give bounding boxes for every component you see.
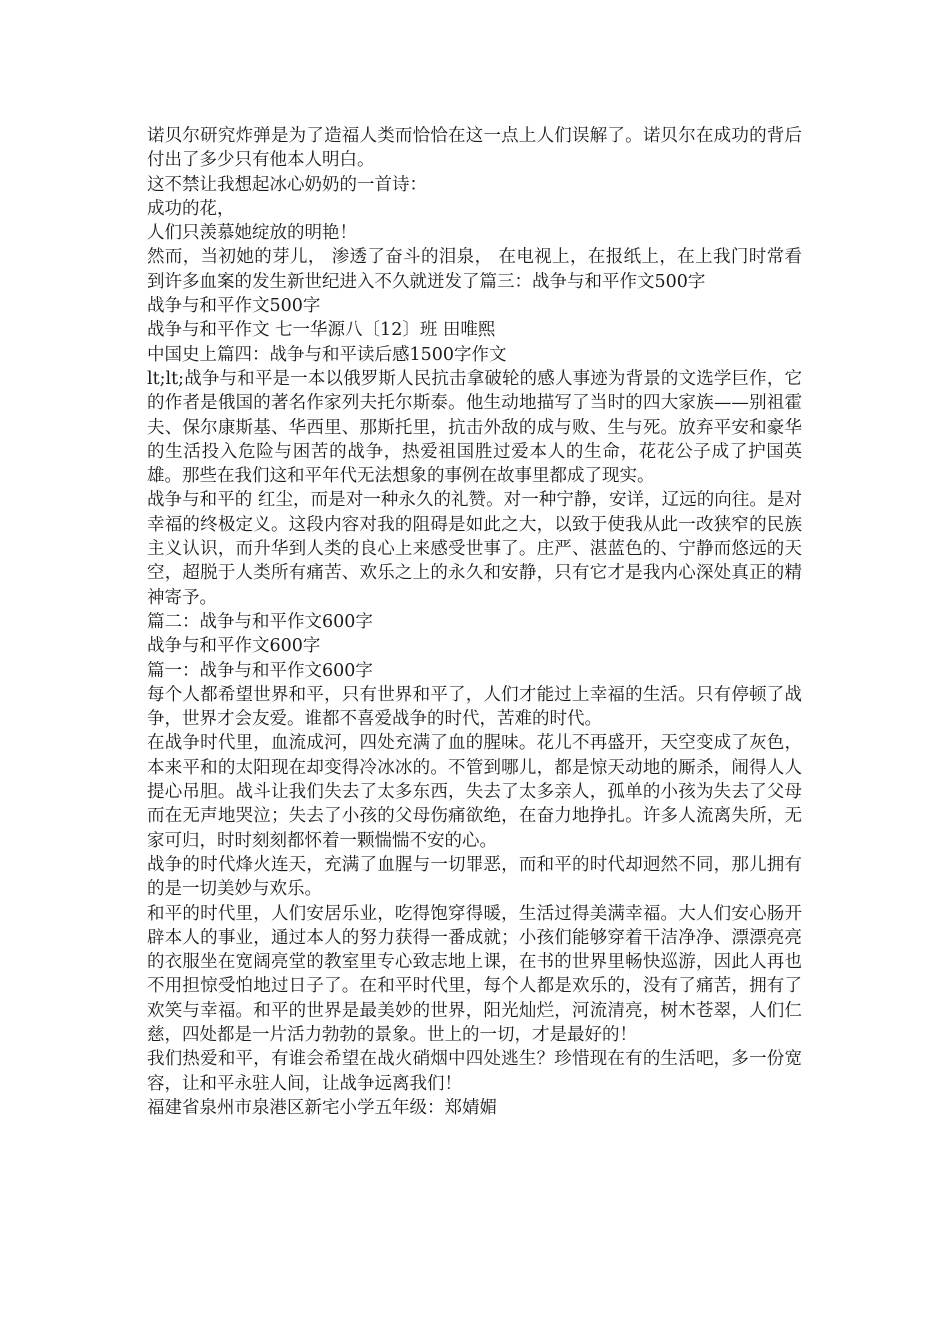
paragraph-war-vs-peace: 战争的时代烽火连天，充满了血腥与一切罪恶，而和平的时代却迥然不同，那儿拥有的是一切美妙与欢乐。 xyxy=(147,854,802,900)
paragraph-nobel: 诺贝尔研究炸弹是为了造福人类而恰恰在这一点上人们误解了。诺贝尔在成功的背后付出了多少只有他本人明白。 xyxy=(147,126,802,171)
heading-part-four: 中国史上篇四：战争与和平读后感1500字作文 xyxy=(147,344,507,365)
paragraph-peace-era: 和平的时代里，人们安居乐业，吃得饱穿得暖，生活过得美满幸福。大人们安心肠开辟本人的事业，通过本人的努力获得一番成就；小孩们能够穿着干洁净净、漂漂亮亮的衣服坐在宽阔亮堂的教室里专心致志地上课，在书的世界里畅快巡游，因此人再也不用担惊受怕地过日子了。在和平时代里，每个人都是欢乐的，没有了痛苦，拥有了欢笑与幸福。和平的世界是最美妙的世界，阳光灿烂，河流清亮，树木苍翠，人们仁慈，四处都是一片活力勃勃的景象。世上的一切，才是最好的！ xyxy=(147,903,802,1045)
paragraph-red-dust: 战争与和平的 红尘，而是对一种永久的礼赞。对一种宁静，安详，辽远的向往。是对幸福的终极定义。这段内容对我的阻碍是如此之大，以致于使我从此一改狭窄的民族主义认识，而升华到人类的良心上来感受世事了。庄严、湛蓝色的、宁静而悠远的天空，超脱于人类所有痛苦、欢乐之上的永久和安静，只有它才是我内心深处真正的精神寄予。 xyxy=(147,490,802,608)
paragraph-poem-intro: 这不禁让我想起冰心奶奶的一首诗： xyxy=(147,174,427,195)
paragraph-love-peace: 我们热爱和平，有谁会希望在战火硝烟中四处逃生？珍惜现在有的生活吧，多一份宽容，让和平永驻人间，让战争远离我们！ xyxy=(147,1049,802,1094)
heading-part-one: 篇一：战争与和平作文600字 xyxy=(147,660,373,681)
paragraph-book-intro: lt;lt;战争与和平是一本以俄罗斯人民抗击拿破轮的感人事迹为背景的文选学巨作，它的作者是俄国的著名作家列夫托尔斯泰。他生动地描写了当时的四大家族——别祖霍夫、保尔康斯基、华西里、那斯托里，抗击外敌的成与败、生与死。放弃平安和豪华的生活投入危险与困苦的战争，热爱祖国胜过爱本人的生命，花花公子成了护国英雄。那些在我们这和平年代无法想象的事例在故事里都成了现实。 xyxy=(147,368,802,487)
paragraph-poem-line-2: 人们只羡慕她绽放的明艳！ xyxy=(147,223,357,244)
document-body xyxy=(147,124,802,1120)
paragraph-poem-line-1: 成功的花， xyxy=(147,198,235,219)
paragraph-however: 然而，当初她的芽儿， 渗透了奋斗的泪泉， 在电视上，在报纸上，在上我门时常看到许多血案的发生新世纪进入不久就迸发了篇三：战争与和平作文500字 xyxy=(147,247,802,292)
paragraph-signature: 福建省泉州市泉港区新宅小学五年级：郑婧媚 xyxy=(147,1097,497,1118)
heading-author-line: 战争与和平作文 七一华源八〔12〕班 田唯熙 xyxy=(147,320,496,341)
paragraph-everyone-hopes: 每个人都希望世界和平，只有世界和平了，人们才能过上幸福的生活。只有停顿了战争，世界才会友爱。谁都不喜爱战争的时代，苦难的时代。 xyxy=(147,684,802,730)
paragraph-war-era: 在战争时代里，血流成河，四处充满了血的腥味。花儿不再盛开，天空变成了灰色，本来平和的太阳现在却变得冷冰冰的。不管到哪儿，都是惊天动地的厮杀，闹得人人提心吊胆。战斗让我们失去了太多东西，失去了太多亲人，孤单的小孩为失去了父母而在无声地哭泣；失去了小孩的父母伤痛欲绝，在奋力地挣扎。许多人流离失所，无家可归，时时刻刻都怀着一颗惴惴不安的心。 xyxy=(147,733,802,851)
heading-part-two: 篇二：战争与和平作文600字 xyxy=(147,611,373,632)
heading-essay-600: 战争与和平作文600字 xyxy=(147,636,321,657)
heading-essay-500: 战争与和平作文500字 xyxy=(147,296,321,317)
